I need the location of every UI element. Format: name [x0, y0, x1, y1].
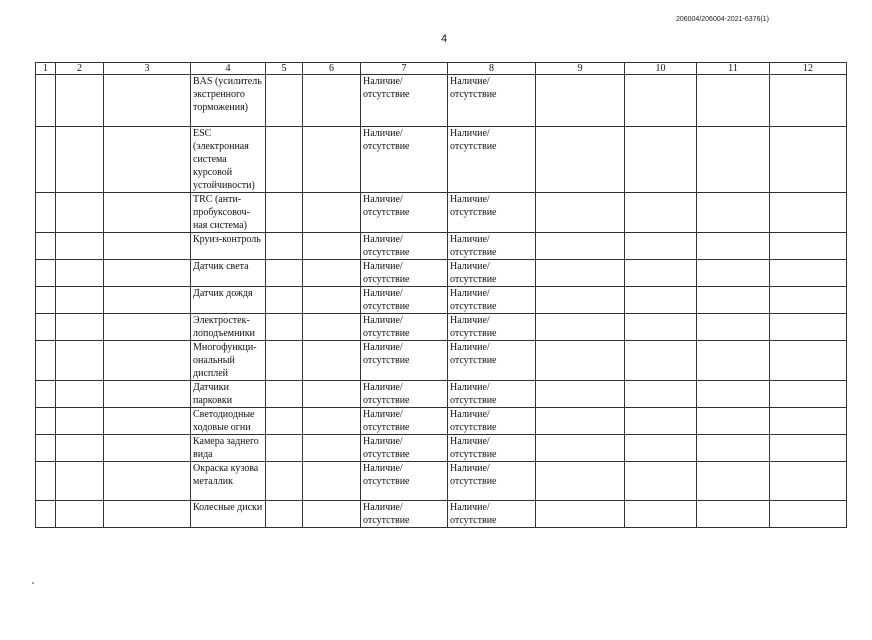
- table-cell: [104, 462, 191, 501]
- column-header: 3: [104, 63, 191, 75]
- table-cell: Наличие/ отсутствие: [361, 127, 448, 193]
- table-cell: [697, 435, 770, 462]
- scan-speck: [32, 582, 34, 584]
- table-cell: [536, 233, 625, 260]
- table-row: [36, 435, 847, 462]
- table-cell: Электростек-лоподъемники: [191, 314, 266, 341]
- table-cell: [266, 381, 303, 408]
- table-cell: [697, 408, 770, 435]
- table-cell: [36, 435, 56, 462]
- table-cell: [36, 75, 56, 127]
- table-cell: Наличие/ отсутствие: [361, 233, 448, 260]
- table-cell: Датчик света: [191, 260, 266, 287]
- column-header: 12: [770, 63, 847, 75]
- table-cell: [770, 381, 847, 408]
- table-row: [36, 314, 847, 341]
- table-cell: [697, 314, 770, 341]
- table-cell: [56, 287, 104, 314]
- table-cell: [56, 75, 104, 127]
- table-cell: ESC (электронная система курсовой устойчивости): [191, 127, 266, 193]
- table-cell: Наличие/ отсутствие: [361, 260, 448, 287]
- table-cell: [104, 193, 191, 233]
- table-cell: [36, 341, 56, 381]
- table-cell: Наличие/ отсутствие: [448, 193, 536, 233]
- table-row: [36, 260, 847, 287]
- table-cell: Наличие/ отсутствие: [448, 233, 536, 260]
- table-cell: [104, 408, 191, 435]
- table-row: [36, 341, 847, 381]
- table-cell: [56, 233, 104, 260]
- table-cell: Многофункци-ональный дисплей: [191, 341, 266, 381]
- table-cell: [303, 260, 361, 287]
- table-cell: [266, 75, 303, 127]
- table-cell: [770, 501, 847, 528]
- table-cell: [770, 462, 847, 501]
- table-cell: [536, 193, 625, 233]
- column-header: 11: [697, 63, 770, 75]
- table-cell: [625, 127, 697, 193]
- table-cell: [303, 408, 361, 435]
- table-cell: [625, 501, 697, 528]
- table-cell: [697, 193, 770, 233]
- table-cell: Наличие/ отсутствие: [448, 341, 536, 381]
- table-cell: Наличие/ отсутствие: [361, 314, 448, 341]
- table-row: [36, 462, 847, 501]
- table-cell: [266, 193, 303, 233]
- table-cell: [536, 381, 625, 408]
- table-cell: [104, 435, 191, 462]
- table-cell: Наличие/ отсутствие: [361, 193, 448, 233]
- table-cell: [536, 314, 625, 341]
- table-cell: Наличие/ отсутствие: [448, 75, 536, 127]
- table-cell: Наличие/ отсутствие: [448, 287, 536, 314]
- table-row: [36, 408, 847, 435]
- table-cell: [625, 341, 697, 381]
- table-cell: [56, 193, 104, 233]
- table-cell: Датчики парковки: [191, 381, 266, 408]
- table-cell: [625, 75, 697, 127]
- table-cell: [770, 193, 847, 233]
- table-cell: [697, 462, 770, 501]
- table-cell: [266, 287, 303, 314]
- table-cell: [36, 501, 56, 528]
- table-cell: [770, 341, 847, 381]
- table-cell: [266, 462, 303, 501]
- table-cell: [697, 127, 770, 193]
- table-cell: TRC (анти-пробуксовоч-ная система): [191, 193, 266, 233]
- table-cell: Наличие/ отсутствие: [448, 381, 536, 408]
- table-cell: [697, 75, 770, 127]
- table-cell: [303, 501, 361, 528]
- table-cell: [536, 75, 625, 127]
- table-cell: [36, 462, 56, 501]
- column-header: 4: [191, 63, 266, 75]
- table-row: [36, 381, 847, 408]
- table-cell: [536, 408, 625, 435]
- table-cell: BAS (усилитель экстренного торможения): [191, 75, 266, 127]
- table-cell: [536, 341, 625, 381]
- table-cell: [697, 381, 770, 408]
- table-cell: [36, 408, 56, 435]
- table-cell: Наличие/ отсутствие: [361, 75, 448, 127]
- table-cell: Наличие/ отсутствие: [361, 501, 448, 528]
- table-cell: [303, 435, 361, 462]
- table-cell: [770, 314, 847, 341]
- table-cell: [266, 341, 303, 381]
- table-cell: Наличие/ отсутствие: [448, 127, 536, 193]
- table-cell: [56, 341, 104, 381]
- table-cell: Наличие/ отсутствие: [448, 408, 536, 435]
- table-row: [36, 501, 847, 528]
- table-cell: [770, 408, 847, 435]
- table-cell: Наличие/ отсутствие: [361, 435, 448, 462]
- table-cell: [303, 75, 361, 127]
- table-cell: [56, 127, 104, 193]
- table-cell: [770, 287, 847, 314]
- table-cell: Круиз-контроль: [191, 233, 266, 260]
- table-cell: [625, 233, 697, 260]
- table-cell: [104, 501, 191, 528]
- table-cell: [266, 260, 303, 287]
- table-cell: [770, 435, 847, 462]
- table-cell: [536, 501, 625, 528]
- table-cell: [104, 287, 191, 314]
- table-cell: [625, 314, 697, 341]
- header-row: [36, 63, 847, 75]
- table-cell: Наличие/ отсутствие: [361, 462, 448, 501]
- table-cell: [697, 341, 770, 381]
- table-cell: [36, 127, 56, 193]
- table-cell: Окраска кузова металлик: [191, 462, 266, 501]
- table-cell: [536, 435, 625, 462]
- table-cell: [266, 435, 303, 462]
- table-cell: [536, 462, 625, 501]
- table-cell: [104, 381, 191, 408]
- column-header: 1: [36, 63, 56, 75]
- column-header: 7: [361, 63, 448, 75]
- table-cell: [266, 233, 303, 260]
- table-cell: [697, 233, 770, 260]
- table-cell: [266, 314, 303, 341]
- table-cell: [36, 287, 56, 314]
- page-number: 4: [441, 33, 448, 45]
- table-cell: [56, 462, 104, 501]
- table-body: [36, 75, 847, 528]
- column-header: 8: [448, 63, 536, 75]
- table-cell: [56, 435, 104, 462]
- table-cell: Наличие/ отсутствие: [448, 462, 536, 501]
- table-cell: [36, 193, 56, 233]
- table-cell: [770, 233, 847, 260]
- table-cell: [625, 193, 697, 233]
- table-cell: [303, 233, 361, 260]
- table-cell: [104, 127, 191, 193]
- table-cell: [625, 435, 697, 462]
- column-header: 2: [56, 63, 104, 75]
- table-cell: [104, 314, 191, 341]
- table-cell: [770, 127, 847, 193]
- table-cell: [104, 233, 191, 260]
- table-cell: Датчик дождя: [191, 287, 266, 314]
- table-cell: [625, 408, 697, 435]
- table-cell: [536, 127, 625, 193]
- table-cell: Наличие/ отсутствие: [448, 260, 536, 287]
- table-cell: [536, 287, 625, 314]
- table-cell: Камера заднего вида: [191, 435, 266, 462]
- table-cell: [697, 260, 770, 287]
- table-row: [36, 233, 847, 260]
- table-cell: Наличие/ отсутствие: [448, 314, 536, 341]
- column-header: 9: [536, 63, 625, 75]
- table-row: [36, 193, 847, 233]
- table-cell: [303, 314, 361, 341]
- table-cell: [36, 381, 56, 408]
- table-cell: [770, 260, 847, 287]
- table-cell: [36, 314, 56, 341]
- table-cell: [303, 193, 361, 233]
- table-cell: [303, 462, 361, 501]
- table-cell: Наличие/ отсутствие: [448, 501, 536, 528]
- table-cell: Наличие/ отсутствие: [361, 381, 448, 408]
- table-cell: [266, 408, 303, 435]
- table-cell: [56, 314, 104, 341]
- table-cell: [104, 341, 191, 381]
- table-cell: [266, 127, 303, 193]
- table-row: [36, 75, 847, 127]
- table-cell: [266, 501, 303, 528]
- table-cell: [625, 287, 697, 314]
- table-cell: Наличие/ отсутствие: [361, 341, 448, 381]
- column-header: 6: [303, 63, 361, 75]
- table-cell: [697, 287, 770, 314]
- table-cell: [625, 462, 697, 501]
- column-header: 5: [266, 63, 303, 75]
- table-cell: Наличие/ отсутствие: [361, 287, 448, 314]
- table-cell: [104, 75, 191, 127]
- table-cell: [56, 260, 104, 287]
- table-row: [36, 287, 847, 314]
- table-cell: Светодиодные ходовые огни: [191, 408, 266, 435]
- table-cell: [770, 75, 847, 127]
- table-cell: [303, 341, 361, 381]
- table-cell: [303, 127, 361, 193]
- table-cell: Наличие/ отсутствие: [361, 408, 448, 435]
- table-cell: [303, 381, 361, 408]
- data-table: [35, 62, 847, 528]
- table-cell: Наличие/ отсутствие: [448, 435, 536, 462]
- table-cell: [536, 260, 625, 287]
- table-cell: [303, 287, 361, 314]
- table-row: [36, 127, 847, 193]
- table-cell: [36, 233, 56, 260]
- document-id: 206004/206004-2021-6376(1): [675, 16, 769, 23]
- table-cell: [625, 260, 697, 287]
- table-cell: [36, 260, 56, 287]
- table-cell: [625, 381, 697, 408]
- table-cell: Колесные диски: [191, 501, 266, 528]
- table-cell: [56, 381, 104, 408]
- table-cell: [104, 260, 191, 287]
- table-cell: [697, 501, 770, 528]
- column-header: 10: [625, 63, 697, 75]
- table-cell: [56, 408, 104, 435]
- table-cell: [56, 501, 104, 528]
